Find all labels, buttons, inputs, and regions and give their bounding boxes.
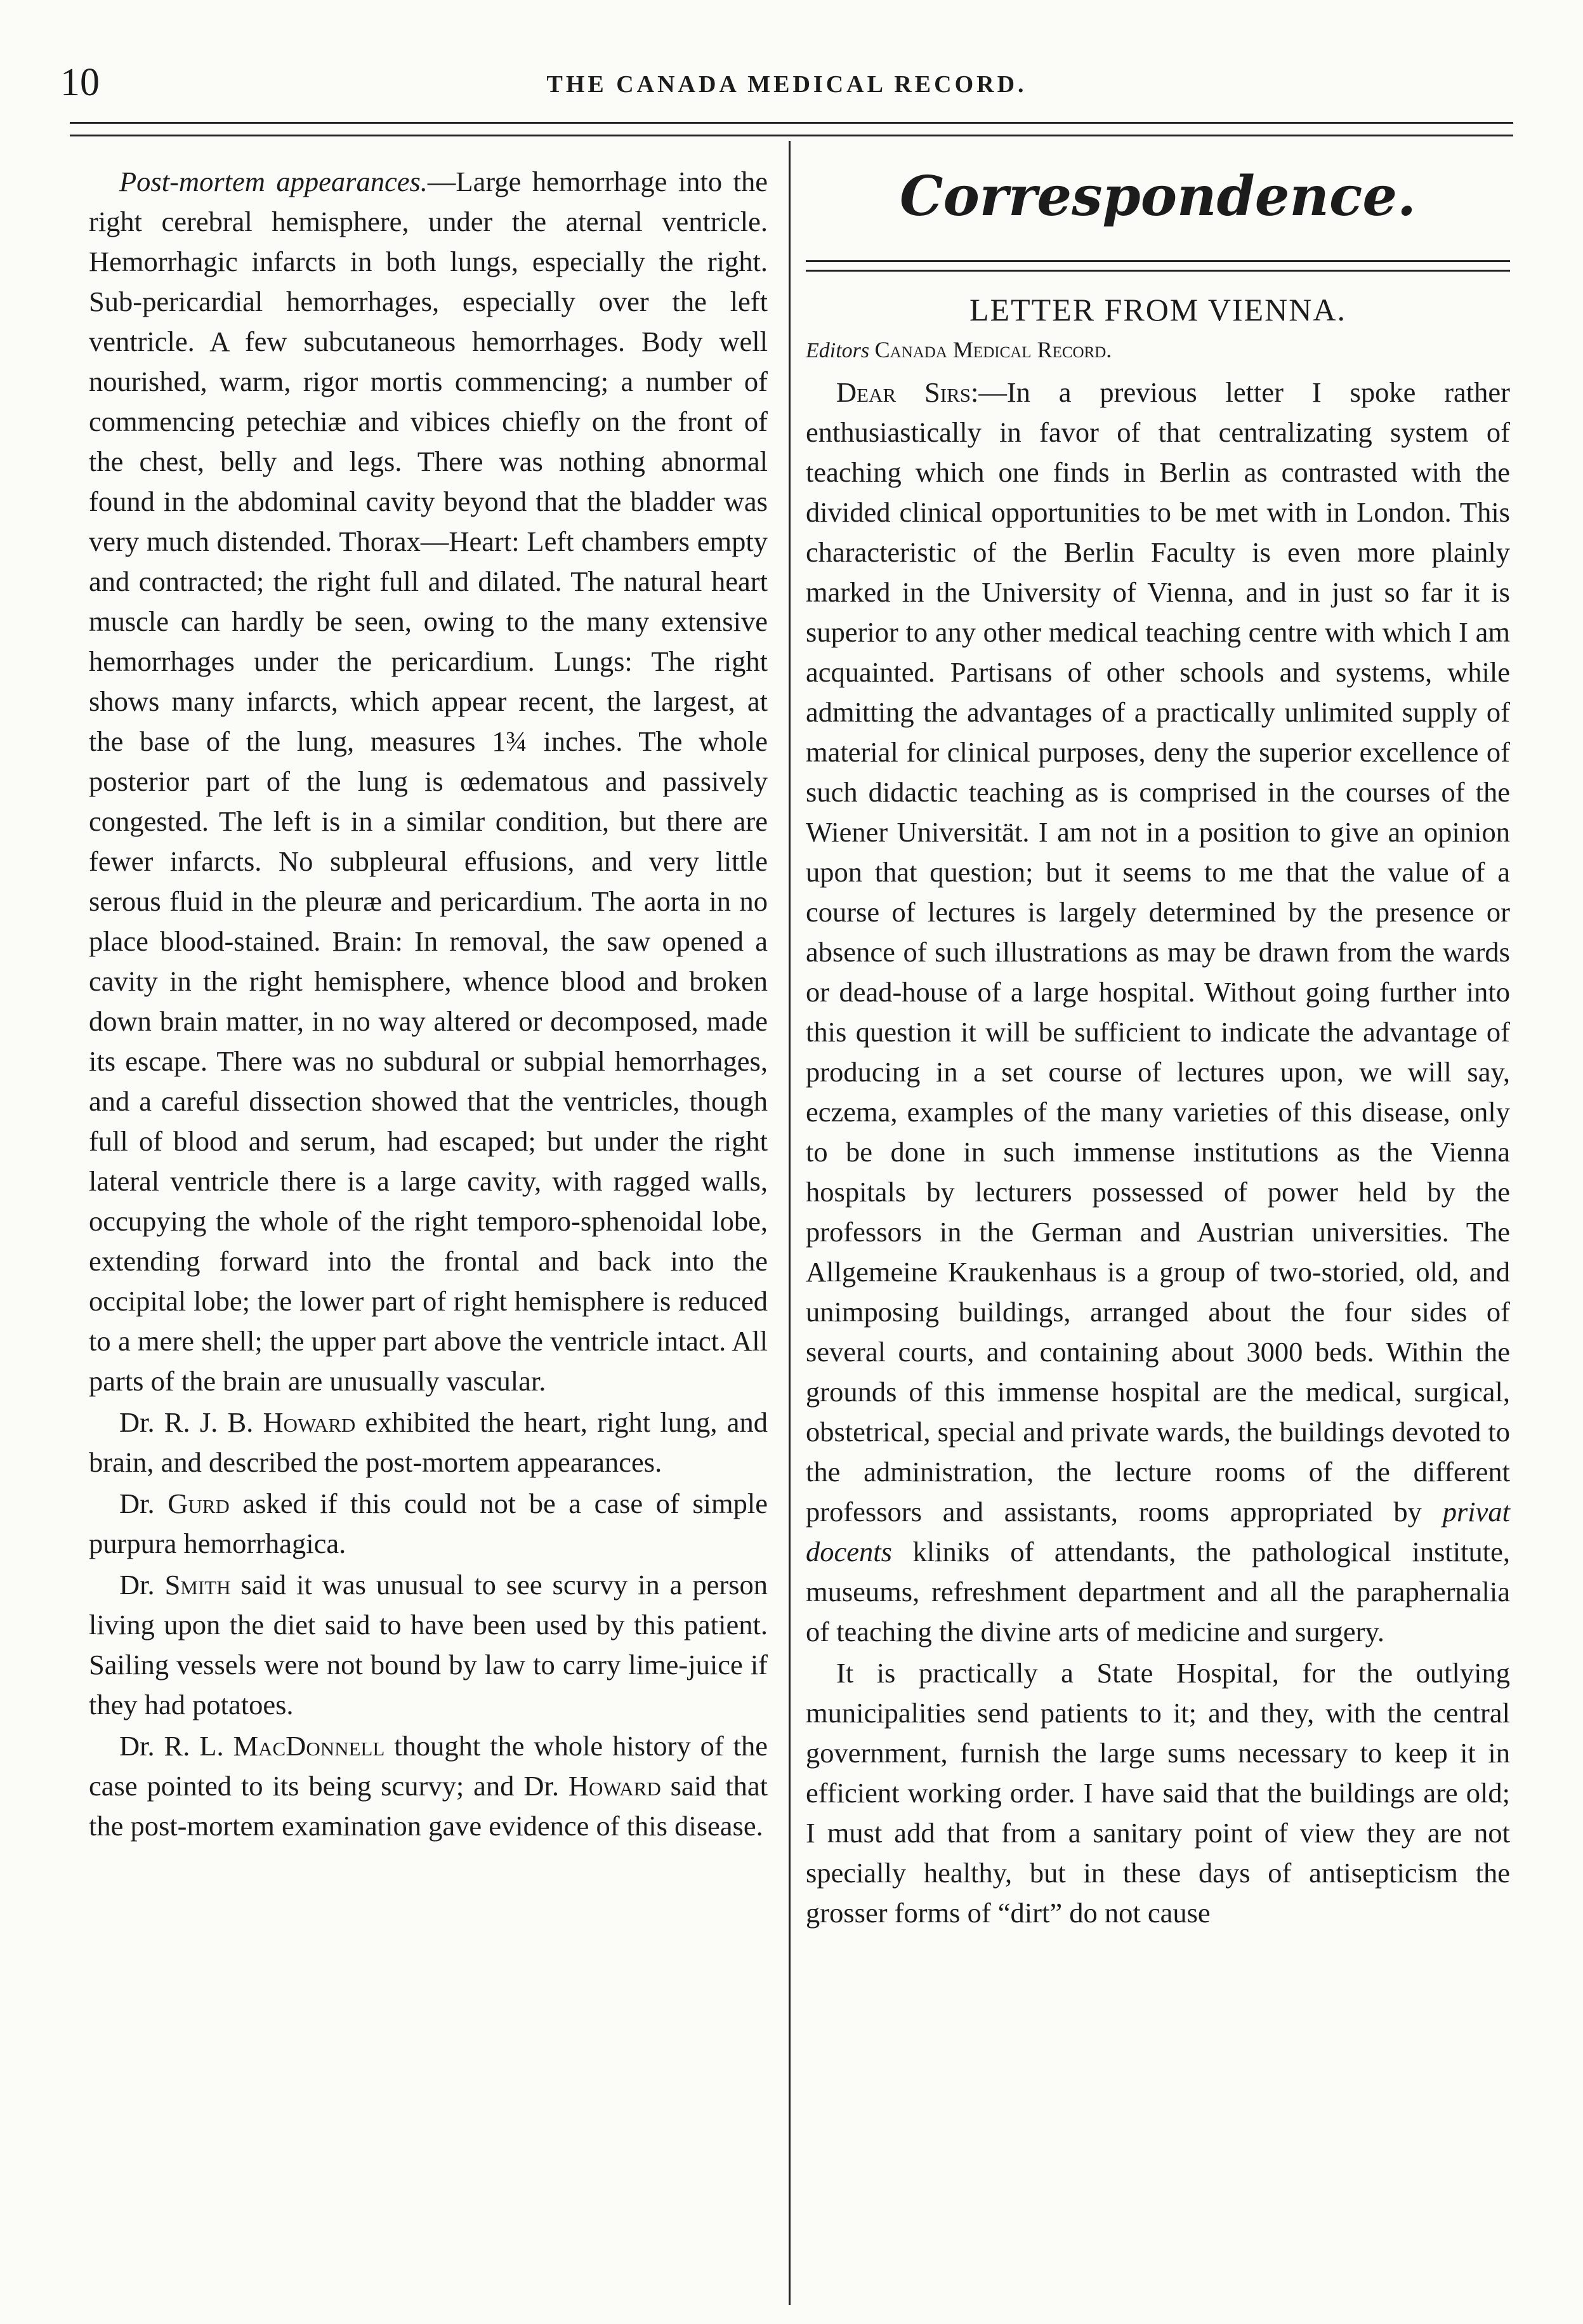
section-title: Correspondence.: [900, 164, 1416, 228]
editors-line: [806, 332, 1510, 369]
header-rule-top: [70, 122, 1513, 124]
letter-title: LETTER FROM VIENNA.: [969, 292, 1346, 327]
speaker-name: MacDonnell: [233, 1730, 385, 1762]
editors-publication: Canada Medical Record.: [874, 337, 1112, 362]
page-header: [60, 60, 1513, 105]
gurd-text: asked if this could not be a case of simple purpura hemorrhagica.: [89, 1488, 768, 1559]
salutation: Dear Sirs: [836, 376, 971, 408]
letter-paragraph-1: [806, 373, 1510, 1652]
speaker-name: Gurd: [167, 1488, 230, 1519]
section-rule-top: [806, 260, 1510, 262]
speaker-title: Dr. R. J. B.: [119, 1406, 254, 1438]
left-column: [89, 162, 768, 1846]
macdonnell-text: thought the whole history of the case pointed to its being scurvy; and Dr.: [89, 1730, 768, 1802]
post-mortem-lead: Post-mortem appearances.: [119, 166, 428, 197]
post-mortem-paragraph: [89, 162, 768, 1401]
howard-paragraph: [89, 1403, 768, 1482]
editors-word: Editors: [806, 339, 870, 362]
letter-text-1-end: kliniks of attendants, the pathological institute, museums, refreshment department and all the paraphernalia of teaching the divine arts of medicine and surgery.: [806, 1536, 1510, 1647]
section-rule-bottom: [806, 270, 1510, 272]
post-mortem-text: —Large hemorrhage into the right cerebral hemisphere, under the aternal ventricle. Hemorrhagic infarcts in both lungs, especially the right. Sub-pericardial hemorrhages, especially over the left ventricle. A few subcutaneous hemorrhages. Body well nourished, warm, rigor mortis commencing; a number of commencing petechiæ and vibices chiefly on the front of the chest, belly and legs. There was nothing abnormal found in the abdominal cavity beyond that the bladder was very much distended. Thorax—Heart: Left chambers empty and contracted; the right full and dilated. The natural heart muscle can hardly be seen, owing to the many extensive hemorrhages under the pericardium. Lungs: The right shows many infarcts, which appear recent, the largest, at the base of the lung, measures 1¾ inches. The whole posterior part of the lung is œdematous and passively congested. The left is in a similar condition, but there are fewer infarcts. No subpleural effusions, and very little serous fluid in the pleuræ and pericardium. The aorta in no place blood-stained. Brain: In removal, the saw opened a cavity in the right hemisphere, whence blood and broken down brain matter, in no way altered or decomposed, made its escape. There was no subdural or subpial hemorrhages, and a careful dissection showed that the ventricles, though full of blood and serum, had escaped; but under the right lateral ventricle there is a large cavity, with ragged walls, occupying the whole of the right temporo-sphenoidal lobe, extending forward into the frontal and back into the occipital lobe; the lower part of right hemisphere is reduced to a mere shell; the upper part above the ventricle intact. All parts of the brain are unusually vascular.: [89, 166, 768, 1397]
macdonnell-paragraph: [89, 1726, 768, 1846]
letter-text-1: :—In a previous letter I spoke rather enthusiastically in favor of that centralizating system of teaching which one finds in Berlin as contrasted with the divided clinical opportunities to be met with in London. This characteristic of the Berlin Faculty is even more plainly marked in the University of Vienna, and in just so far it is superior to any other medical teaching centre with which I am acquainted. Partisans of other schools and systems, while admitting the advantages of a practically unlimited supply of material for clinical purposes, deny the superior excellence of such didactic teaching as is comprised in the courses of the Wiener Universität. I am not in a position to give an opinion upon that question; but it seems to me that the value of a course of lectures is largely determined by the presence or absence of such illustrations as may be drawn from the wards or dead-house of a large hospital. Without going further into this question it will be sufficient to indicate the advantage of producing in a set course of lectures upon, we will say, eczema, examples of the many varieties of this disease, only to be done in such immense institutions as the Vienna hospitals by lecturers possessed of power held by the professors in the German and Austrian universities. The Allgemeine Kraukenhaus is a group of two-storied, old, and unimposing buildings, arranged about the four sides of several courts, and containing about 3000 beds. Within the grounds of this immense hospital are the medical, surgical, obstetrical, special and private wards, the buildings devoted to the administration, the lecture rooms of the different professors and assistants, rooms appropriated by: [806, 376, 1510, 1528]
page-number: 10: [60, 61, 100, 104]
speaker-title: Dr. R. L.: [119, 1730, 224, 1762]
gurd-paragraph: [89, 1484, 768, 1564]
smith-paragraph: [89, 1565, 768, 1725]
privat-docents: privat docents: [806, 1496, 1510, 1568]
running-title: THE CANADA MEDICAL RECORD.: [546, 71, 1027, 98]
speaker-title: Dr.: [119, 1488, 155, 1519]
speaker-name: Howard: [263, 1406, 356, 1438]
howard-text: exhibited the heart, right lung, and brain, and described the post-mortem appearances.: [89, 1406, 768, 1478]
letter-paragraph-2: It is practically a State Hospital, for the outlying municipalities send patients to it; and they, with the central government, furnish the large sums necessary to keep it in efficient working order. I have said that the buildings are old; I must add that from a sanitary point of view they are not specially healthy, but in these days of antisepticism the grosser forms of “dirt” do not cause: [806, 1657, 1510, 1929]
speaker-name: Smith: [164, 1569, 231, 1601]
howard-closing-text: said that the post-mortem examination gave evidence of this disease.: [89, 1770, 768, 1842]
speaker-name: Howard: [568, 1770, 661, 1802]
right-column: [806, 162, 1510, 1933]
header-rule-bottom: [70, 135, 1513, 136]
speaker-title: Dr.: [119, 1569, 155, 1601]
column-divider: [789, 141, 791, 2305]
smith-text: said it was unusual to see scurvy in a person living upon the diet said to have been used by this patient. Sailing vessels were not bound by law to carry lime-juice if they had potatoes.: [89, 1569, 768, 1720]
